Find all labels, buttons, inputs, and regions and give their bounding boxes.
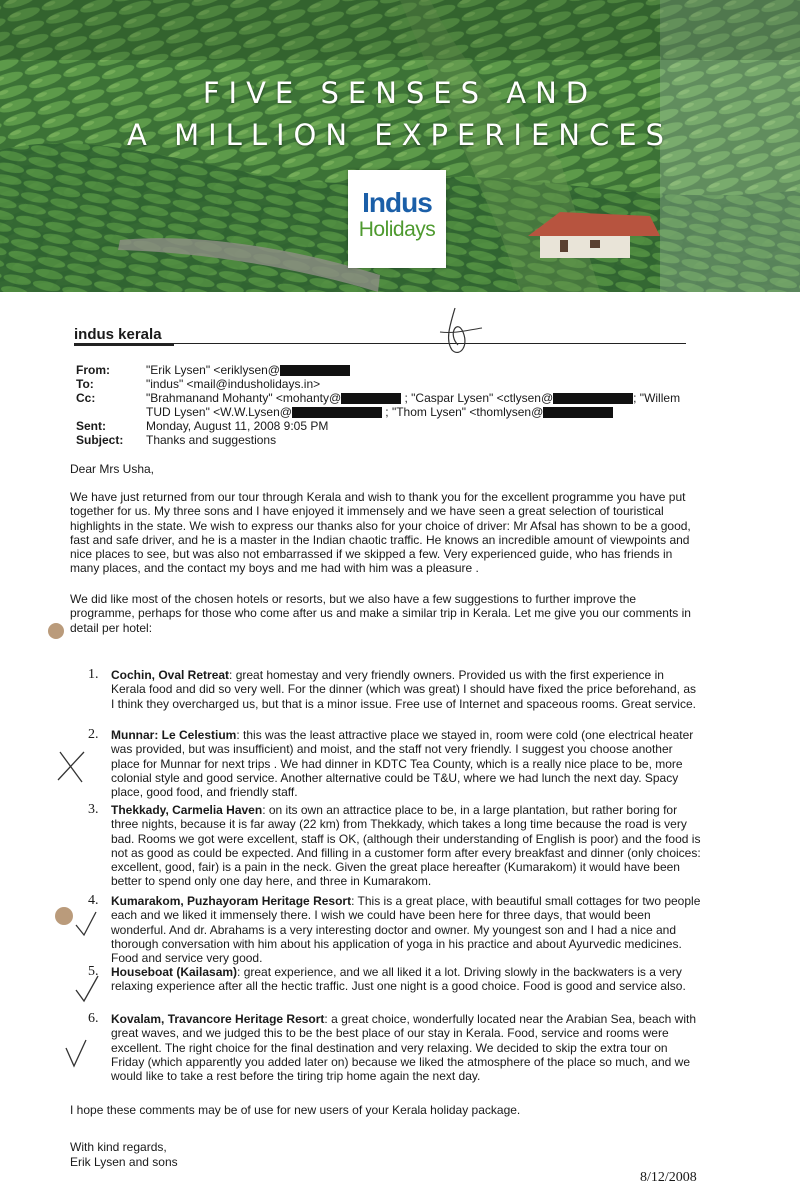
signoff-line2: Erik Lysen and sons xyxy=(70,1155,178,1169)
sent-value: Monday, August 11, 2008 9:05 PM xyxy=(146,419,329,433)
paragraph-intro: We have just returned from our tour through Kerala and wish to thank you for the excellent programme you have put together for us. My three sons and I have enjoyed it immensely and we have seen a great selection of touristical highlights in the state. We wish to express our thanks also for your choice of driver: Mr Afsal has shown to be a good, fast and safe driver, and he is a master in the Indian chaotic traffic. He knows an incredible amount of viewpoints and nice places to see, but was also not embarrassed if we skipped a few. Very experienced guide, who has friends in many places, and the contact my boys and me had with him was a pleasure . xyxy=(70,490,691,576)
date-stamp: 8/12/2008 xyxy=(640,1170,697,1185)
list-item-number: 4. xyxy=(88,893,99,908)
paragraph-hotels-intro: We did like most of the chosen hotels or resorts, but we also have a few suggestions to further improve the programme, perhaps for those who come after us and make a similar trip in Kerala. Let me give you our comments in detail per hotel: xyxy=(70,592,691,635)
checkmark-icon xyxy=(76,912,96,935)
checkmark-icon xyxy=(76,976,98,1001)
list-item-number: 5. xyxy=(88,964,99,979)
letterhead-brand: indus kerala xyxy=(74,326,162,343)
list-item-number: 2. xyxy=(88,727,99,742)
banner-headline-line1: FIVE SENSES AND xyxy=(202,76,598,110)
punch-hole-mark xyxy=(48,623,64,639)
list-item-text: Munnar: Le Celestium: this was the least attractive place we stayed in, room were cold (one electrical heater was provided, but was insufficient) and moist, and the staff not very friendly. I suggest you choose another place for Munnar for next trips . We had dinner in KDTC Tea County, which is a really nice place to be, more colonial style and good service. Another alternative could be T&U, where we had lunch the next day. Spacy place, good food, and friendly staff. xyxy=(111,728,694,800)
signature-scribble xyxy=(440,308,482,352)
cc-label: Cc: xyxy=(76,391,96,405)
signoff-line1: With kind regards, xyxy=(70,1140,167,1154)
logo-word-holidays: Holidays xyxy=(358,218,436,241)
list-item-number: 3. xyxy=(88,802,99,817)
from-label: From: xyxy=(76,363,110,377)
from-value: "Erik Lysen" <eriklysen@ xyxy=(146,363,746,377)
salutation: Dear Mrs Usha, xyxy=(70,462,155,476)
closing-paragraph: I hope these comments may be of use for new users of your Kerala holiday package. xyxy=(70,1103,521,1117)
hotel-name: Thekkady, Carmelia Haven xyxy=(111,803,263,817)
to-value: "indus" <mail@indusholidays.in> xyxy=(146,377,321,391)
cross-mark-icon xyxy=(58,752,84,782)
list-item-text: Houseboat (Kailasam): great experience, and we all liked it a lot. Driving slowly in the backwaters is a very relaxing experience after all the hectic traffic. Just one night is a good choice. Food is good and service also. xyxy=(111,965,686,994)
cc-value-line1: "Brahmanand Mohanty" <mohanty@ ; "Caspar Lysen" <ctlysen@ ; "Willem xyxy=(146,391,681,405)
to-label: To: xyxy=(76,377,94,391)
hotel-name: Cochin, Oval Retreat xyxy=(111,668,230,682)
hotel-name: Kumarakom, Puzhayoram Heritage Resort xyxy=(111,894,352,908)
sent-label: Sent: xyxy=(76,419,106,433)
list-item-text: Kovalam, Travancore Heritage Resort: a great choice, wonderfully located near the Arabian Sea, beach with great waves, and we judged this to be the best place of our stay in Kerala. Food, service and rooms were excellent. The right choice for the final destination and very relaxing. We decided to skip the extra tour on Friday (which apparently you added later on) because we liked the atmosphere of the place so much, and we would like to take a rest before the tiring trip home again the next day. xyxy=(111,1012,696,1084)
punch-hole-mark xyxy=(55,907,73,925)
subject-value: Thanks and suggestions xyxy=(146,433,277,447)
letterhead-rule-accent xyxy=(74,344,174,346)
list-item-number: 1. xyxy=(88,667,99,682)
checkmark-icon xyxy=(66,1040,86,1066)
list-item-text: Cochin, Oval Retreat: great homestay and very friendly owners. Provided us with the first experience in Kerala food and did so very well. For the dinner (which was great) I should have fixed the price beforehand, as I think they overcharged us, but that is a minor issue. Free use of Internet and spaceous rooms. Great service. xyxy=(111,668,696,711)
list-item-text: Kumarakom, Puzhayoram Heritage Resort: This is a great place, with beautiful small cottages for two people each and we liked it immensely there. I wish we could have been here for three days, that would been wonderful. And dr. Abrahams is a very interesting doctor and owner. My youngest son and I had a nice and thorough conversation with him about his application of yoga in his practice and about Ayurvedic medicines. Food and service very good. xyxy=(111,894,701,966)
hotel-name: Houseboat (Kailasam) xyxy=(111,965,238,979)
cc-value-line2: TUD Lysen" <W.W.Lysen@ ; "Thom Lysen" <thomlysen@ xyxy=(146,405,746,419)
indus-holidays-logo xyxy=(348,170,446,268)
hotel-name: Kovalam, Travancore Heritage Resort xyxy=(111,1012,325,1026)
subject-label: Subject: xyxy=(76,433,124,447)
header-banner xyxy=(0,0,800,292)
list-item-text: Thekkady, Carmelia Haven: on its own an attractice place to be, in a large plantation, but rather boring for three nights, because it is far away (22 km) from Thekkady, which takes a long time because the road is very bad. Rooms we got were excellent, staff is OK, (although their understanding of English is poor) and the food is not as good as could be expected. And filling in a customer form after every breakfast and dinner (only choices: excellent, good, fair) is a pain in the neck. Given the great place hereafter (Kumarakom) it would have been better to spend only one day here, and three in Kumarakom. xyxy=(111,803,701,889)
hotel-name: Munnar: Le Celestium xyxy=(111,728,237,742)
banner-headline-line2: A MILLION EXPERIENCES xyxy=(127,118,673,152)
list-item-number: 6. xyxy=(88,1011,99,1026)
logo-word-indus: Indus xyxy=(362,187,432,218)
